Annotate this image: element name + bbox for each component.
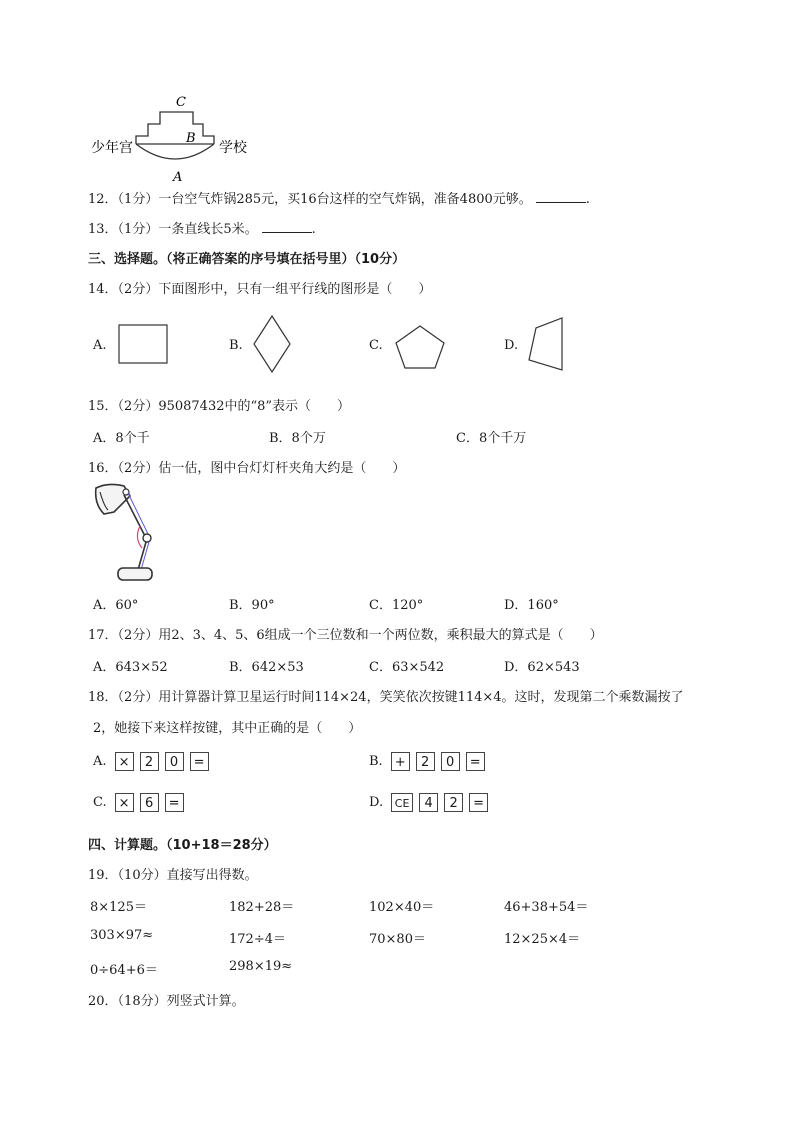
map-label-left: 少年宫 [91,140,133,156]
question-15 [88,395,350,414]
calc-item: 102×40＝ [369,900,435,915]
clear-entry-key: CE [391,793,413,812]
digit-key: 0 [441,752,460,771]
rectangle-shape [117,323,169,365]
calc-item: 0÷64+6＝ [90,963,158,978]
question-17 [88,624,603,643]
question-text: （18分）列竖式计算。 [117,994,245,1009]
q17-option-a[interactable]: A．643×52 [93,660,168,675]
multiply-key: × [115,752,134,771]
answer-blank[interactable] [536,190,586,203]
question-number: 16． [88,461,118,476]
calc-item: 70×80＝ [369,932,426,947]
equals-key: = [190,752,209,771]
q17-option-d[interactable]: D．62×543 [504,660,580,675]
map-label-b: B [186,131,196,146]
q16-option-b[interactable]: B．90° [229,598,275,613]
plus-key: + [391,752,410,771]
section-heading: 三、选择题。（将正确答案的序号填在括号里）（10分） [88,252,406,267]
question-number: 15． [88,399,118,414]
question-20 [88,990,245,1009]
map-label-a: A [173,170,183,184]
q18-option-b[interactable]: B. + 2 0 = [369,752,491,771]
question-text: （2分）95087432中的“8”表示（ ） [117,399,351,414]
map-label-right: 学校 [219,140,247,156]
q18-option-a[interactable]: A. × 2 0 = [93,752,215,771]
question-text: （2分）用计算器计算卫星运行时间114×24，笑笑依次按键114×4。这时，发现第二个乘数漏按了 [117,690,684,705]
route-map-figure [88,92,258,184]
question-text: （2分）用2、3、4、5、6组成一个三位数和一个两位数，乘积最大的算式是（ ） [117,628,603,643]
desk-lamp-figure [90,480,160,588]
question-text: （2分）下面图形中，只有一组平行线的图形是（ ） [117,282,432,297]
route-a-line [136,144,214,159]
answer-blank[interactable] [262,220,312,233]
calc-item: 298×19≈ [229,959,293,974]
equals-key: = [469,793,488,812]
question-text: （1分）一条直线长5米。 [117,222,258,237]
question-19 [88,864,258,883]
question-12: 12．（1分）一台空气炸锅285元，买16台这样的空气炸锅，准备4800元够。 . [88,192,590,207]
q18-option-d[interactable]: D. CE 4 2 = [369,793,494,812]
question-18 [88,686,684,705]
q17-option-b[interactable]: B．642×53 [229,660,304,675]
question-number: 14． [88,282,118,297]
digit-key: 0 [165,752,184,771]
calc-item: 172÷4＝ [229,932,286,947]
question-18-continued: 2，她接下来这样按键，其中正确的是（ ） [93,721,362,736]
q15-option-b[interactable]: B．8个万 [269,431,326,446]
question-text: （10分）直接写出得数。 [117,868,258,883]
q15-option-c[interactable]: C．8个千万 [456,431,527,446]
q16-option-c[interactable]: C．120° [369,598,424,613]
question-number: 17． [88,628,118,643]
route-c-line [136,112,214,144]
calc-item: 8×125＝ [90,900,147,915]
q15-option-a[interactable]: A．8个千 [93,431,150,446]
map-label-c: C [176,95,186,110]
q18-option-c[interactable]: C. × 6 = [93,793,190,812]
equals-key: = [466,752,485,771]
calc-item: 46+38+54＝ [504,900,589,915]
equals-key: = [165,793,184,812]
digit-key: 2 [140,752,159,771]
multiply-key: × [115,793,134,812]
question-text: （2分）估一估，图中台灯灯杆夹角大约是（ ） [117,461,406,476]
calc-item: 12×25×4＝ [504,932,581,947]
trapezoid-shape [526,316,566,372]
question-text: （1分）一台空气炸锅285元，买16台这样的空气炸锅，准备4800元够。 [117,192,532,207]
calc-item: 182+28＝ [229,900,295,915]
q16-option-a[interactable]: A．60° [93,598,139,613]
calc-item: 303×97≈ [90,928,154,943]
question-number: 12． [88,192,118,207]
q16-option-d[interactable]: D．160° [504,598,559,613]
question-16 [88,457,405,476]
question-13: 13．（1分）一条直线长5米。 . [88,222,316,237]
question-number: 13． [88,222,118,237]
digit-key: 2 [444,793,463,812]
digit-key: 4 [419,793,438,812]
digit-key: 6 [140,793,159,812]
question-14 [88,278,431,297]
pentagon-shape [393,324,447,370]
q17-option-c[interactable]: C．63×542 [369,660,445,675]
section-heading: 四、计算题。（10+18＝28分） [88,838,277,853]
digit-key: 2 [416,752,435,771]
question-number: 19． [88,868,118,883]
question-number: 20． [88,994,118,1009]
question-number: 18． [88,690,118,705]
rhombus-shape [251,314,293,374]
